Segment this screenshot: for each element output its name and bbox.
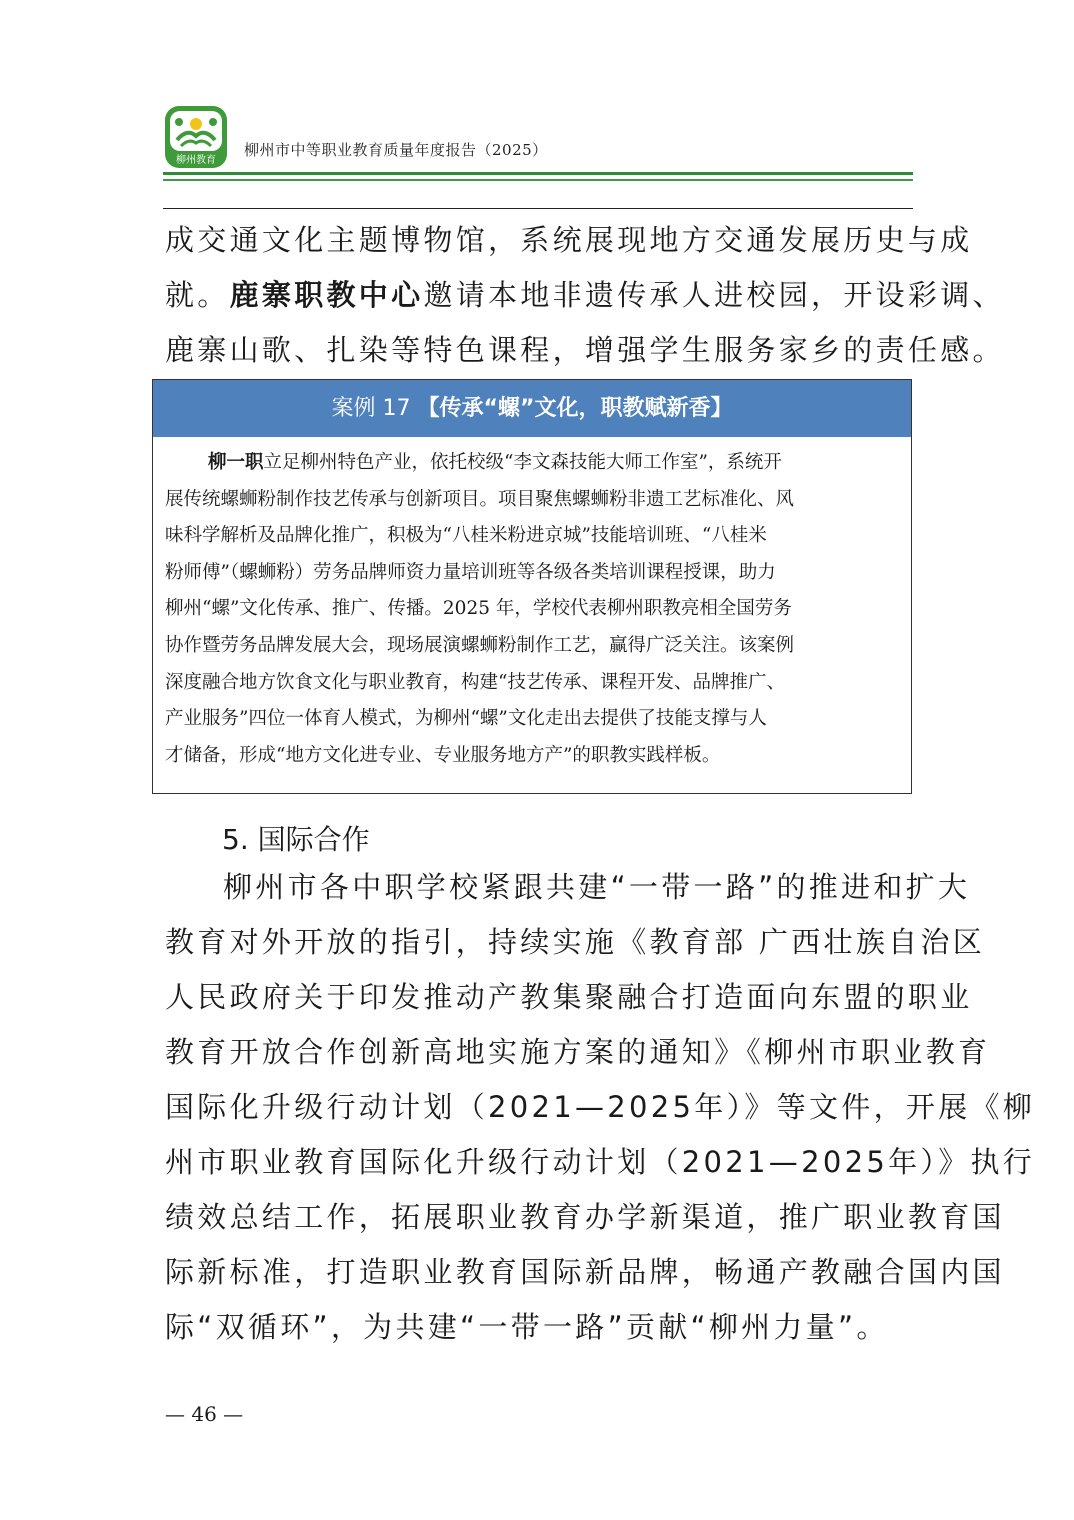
logo-text: 柳州教育 (176, 155, 216, 166)
body-line: 教育对外开放的指引，持续实施《教育部 广西壮族自治区 (165, 925, 986, 959)
school-name-luzhai: 鹿寨职教中心 (229, 278, 424, 312)
case-line: 协作暨劳务品牌发展大会，现场展演螺蛳粉制作工艺，赢得广泛关注。该案例 (165, 634, 795, 656)
body-line: 国际化升级行动计划（2021—2025年）》等文件，开展《柳 (165, 1090, 1036, 1124)
case-body (153, 437, 911, 774)
case-line: 味科学解析及品牌化推广，积极为“八桂米粉进京城”技能培训班、“八桂米 (165, 525, 767, 547)
body-line: 际新标准，打造职业教育国际新品牌，畅通产教融合国内国 (165, 1255, 1005, 1289)
body-paragraph (165, 860, 1036, 1355)
header-rule-black (163, 208, 913, 209)
intro-line-3: 鹿寨山歌、扎染等特色课程，增强学生服务家乡的责任感。 (165, 333, 1005, 367)
case-line-1 (165, 445, 901, 482)
case-line-1-rest: 立足柳州特色产业，依托校级“李文森技能大师工作室”，系统开 (263, 452, 782, 473)
case-line: 产业服务”四位一体育人模式，为柳州“螺”文化走出去提供了技能支撑与人 (165, 708, 767, 730)
case-line: 展传统螺蛳粉制作技艺传承与创新项目。项目聚焦螺蛳粉非遗工艺标准化、风 (165, 488, 795, 510)
case-box (152, 379, 912, 794)
header-rule-thin (163, 179, 913, 181)
body-line: 绩效总结工作，拓展职业教育办学新渠道，推广职业教育国 (165, 1200, 1005, 1234)
case-line: 粉师傅”（螺蛳粉）劳务品牌师资力量培训班等各级各类培训课程授课，助力 (165, 561, 776, 583)
intro-line-2-post: 邀请本地非遗传承人进校园，开设彩调、 (423, 278, 1005, 312)
case-header (153, 380, 911, 437)
case-line: 深度融合地方饮食文化与职业教育，构建“技艺传承、课程开发、品牌推广、 (165, 671, 785, 693)
intro-line-2-pre: 就。 (165, 278, 230, 312)
school-name-liuyizhi: 柳一职 (208, 452, 264, 473)
case-title: 【传承“螺”文化，职教赋新香】 (417, 396, 733, 421)
report-title: 柳州市中等职业教育质量年度报告（2025） (244, 141, 548, 159)
body-line: 教育开放合作创新高地实施方案的通知》《柳州市职业教育 (165, 1035, 991, 1069)
liuzhou-education-logo-icon (163, 104, 229, 170)
body-line: 际“双循环”，为共建“一带一路”贡献“柳州力量”。 (165, 1310, 889, 1344)
section-heading: 5. 国际合作 (222, 823, 370, 856)
intro-line-2 (165, 268, 1005, 323)
body-line: 州市职业教育国际化升级行动计划（2021—2025年）》执行 (165, 1145, 1036, 1179)
intro-line-1: 成交通文化主题博物馆，系统展现地方交通发展历史与成 (165, 223, 973, 257)
case-label: 案例 17 (331, 396, 418, 421)
intro-paragraph (165, 213, 1005, 378)
body-line: 人民政府关于印发推动产教集聚融合打造面向东盟的职业 (165, 980, 973, 1014)
body-line: 柳州市各中职学校紧跟共建“一带一路”的推进和扩大 (223, 870, 971, 904)
case-line: 柳州“螺”文化传承、推广、传播。2025 年，学校代表柳州职教亮相全国劳务 (165, 598, 792, 620)
page-number: — 46 — (165, 1402, 244, 1426)
case-line: 才储备，形成“地方文化进专业、专业服务地方产”的职教实践样板。 (165, 744, 721, 766)
logo (163, 104, 229, 170)
header-rule-thick (163, 172, 913, 175)
